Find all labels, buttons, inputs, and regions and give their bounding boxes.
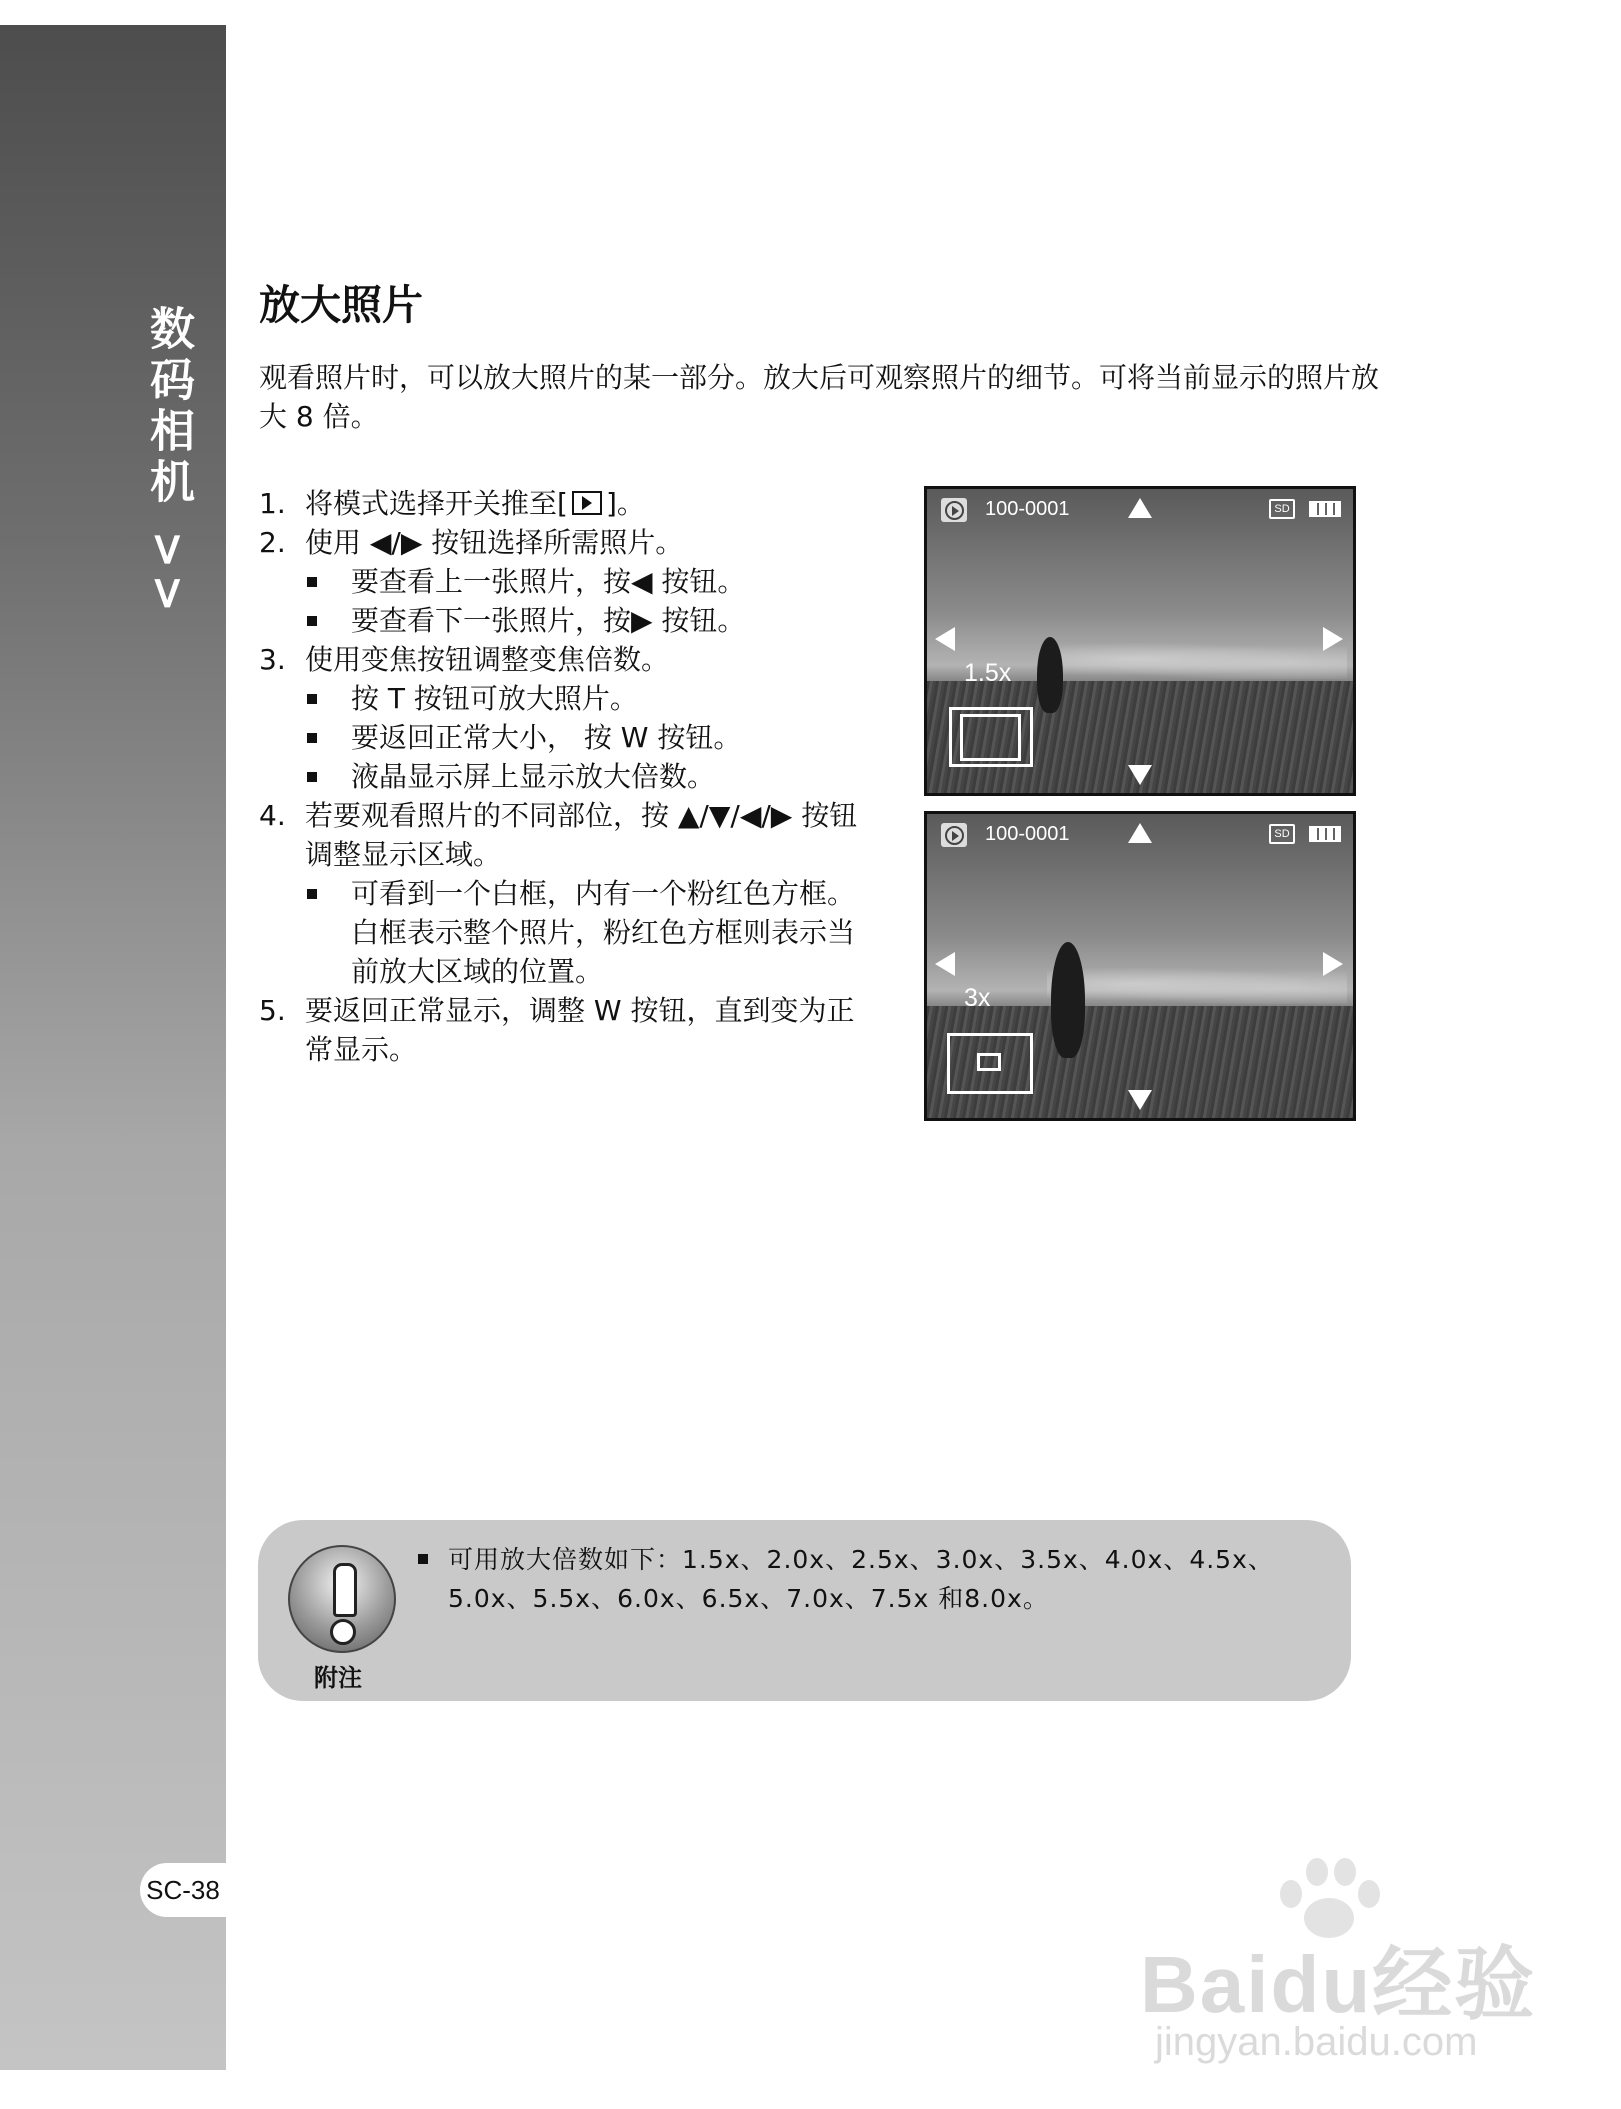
file-number: 100-0001 [985, 823, 1070, 845]
tree-image [1037, 637, 1063, 713]
arrow-right-icon [1323, 952, 1343, 976]
step-number: 2. [259, 526, 286, 559]
tree-image [1051, 942, 1085, 1058]
playback-mode-icon [572, 491, 602, 515]
zoom-area-frame [977, 1053, 1001, 1071]
bullet-item [259, 718, 859, 757]
step-text: ]。 [605, 487, 645, 520]
zoom-area-frame [960, 714, 1021, 761]
file-number: 100-0001 [985, 498, 1070, 520]
arrow-right-icon [1323, 627, 1343, 651]
bullet-text: 要查看下一张照片，按▶ 按钮。 [351, 604, 746, 637]
lcd-screenshot-2 [924, 811, 1356, 1121]
battery-icon [1309, 501, 1341, 517]
bullet-square-icon [307, 694, 317, 704]
bullet-item [259, 601, 859, 640]
sidebar-band [0, 25, 226, 2070]
sd-card-icon: SD [1269, 499, 1295, 519]
playback-icon [941, 823, 967, 847]
sky-clouds [1047, 964, 1347, 1004]
arrow-down-icon [1128, 765, 1152, 785]
bullet-item [259, 562, 859, 601]
zoom-indicator: 3x [964, 984, 991, 1012]
playback-icon [941, 498, 967, 522]
page-number: SC-38 [140, 1863, 226, 1917]
lcd-screenshot-1 [924, 486, 1356, 796]
step-3 [259, 640, 859, 679]
sd-card-icon: SD [1269, 824, 1295, 844]
bullet-square-icon [418, 1554, 428, 1564]
arrow-left-icon [935, 627, 955, 651]
note-label: 附注 [314, 1664, 362, 1692]
bullet-item [259, 757, 859, 796]
step-number: 5. [259, 994, 286, 1027]
step-text: 将模式选择开关推至[ [305, 487, 568, 520]
bullet-item [259, 874, 859, 991]
step-text: 若要观看照片的不同部位，按 ▲/▼/◀/▶ 按钮调整显示区域。 [305, 799, 858, 871]
bullet-text: 按 T 按钮可放大照片。 [351, 682, 638, 715]
step-number: 4. [259, 799, 286, 832]
zoom-indicator: 1.5x [964, 659, 1012, 687]
battery-icon [1309, 826, 1341, 842]
step-text: 要返回正常显示，调整 W 按钮，直到变为正常显示。 [305, 994, 855, 1066]
step-text: 使用变焦按钮调整变焦倍数。 [305, 643, 670, 676]
bullet-text: 要查看上一张照片，按◀ 按钮。 [351, 565, 746, 598]
step-text: 使用 ◀/▶ 按钮选择所需照片。 [305, 526, 684, 559]
arrow-left-icon [935, 952, 955, 976]
steps-list [259, 484, 859, 1069]
note-box [258, 1520, 1351, 1701]
watermark [1140, 1850, 1540, 2070]
bullet-square-icon [307, 616, 317, 626]
arrow-up-icon [1128, 823, 1152, 843]
bullet-text: 要返回正常大小， 按 W 按钮。 [351, 721, 742, 754]
note-text [418, 1540, 1338, 1618]
bullet-text: 可看到一个白框，内有一个粉红色方框。白框表示整个照片，粉红色方框则表示当前放大区域的位置。 [351, 877, 856, 988]
arrow-down-icon [1128, 1090, 1152, 1110]
bullet-item [259, 679, 859, 718]
step-4 [259, 796, 859, 874]
intro-paragraph: 观看照片时，可以放大照片的某一部分。放大后可观察照片的细节。可将当前显示的照片放大 8 倍。 [259, 361, 1380, 433]
bullet-square-icon [307, 577, 317, 587]
step-1 [259, 484, 859, 523]
step-2 [259, 523, 859, 562]
step-number: 1. [259, 487, 286, 520]
note-body: 可用放大倍数如下：1.5x、2.0x、2.5x、3.0x、3.5x、4.0x、4.5x、5.0x、5.5x、6.0x、6.5x、7.0x、7.5x 和8.0x。 [448, 1545, 1274, 1613]
bullet-square-icon [307, 733, 317, 743]
page-title: 放大照片 [259, 281, 423, 329]
sky-clouds [1047, 639, 1347, 679]
step-number: 3. [259, 643, 286, 676]
arrow-up-icon [1128, 498, 1152, 518]
bullet-square-icon [307, 889, 317, 899]
watermark-brand: Baidu经验 [1140, 1940, 1537, 2029]
watermark-url: jingyan.baidu.com [1155, 2020, 1478, 2064]
bullet-text: 液晶显示屏上显示放大倍数。 [351, 760, 716, 793]
exclamation-icon [288, 1545, 396, 1653]
bullet-square-icon [307, 772, 317, 782]
step-5 [259, 991, 859, 1069]
section-label: 数码相机 >> [142, 305, 195, 619]
